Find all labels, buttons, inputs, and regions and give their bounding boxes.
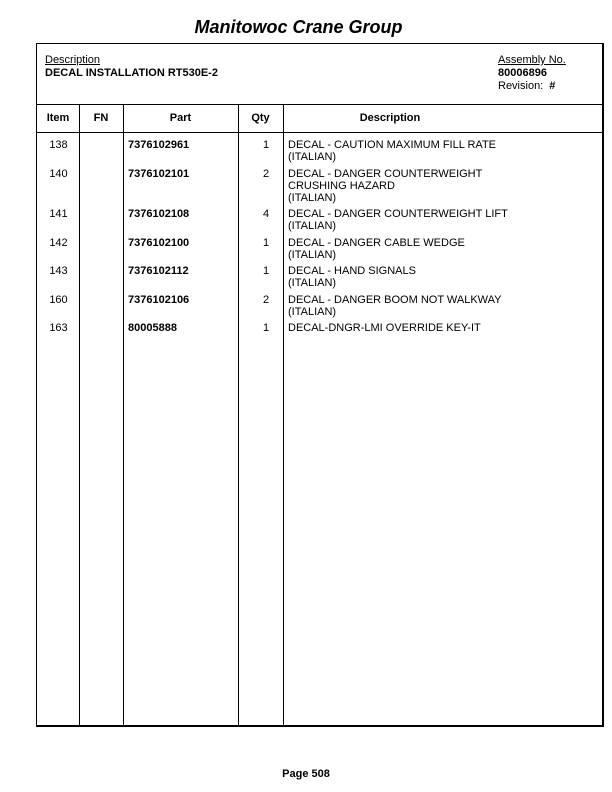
description bbox=[288, 168, 482, 204]
item-number: 141 bbox=[49, 208, 68, 220]
item-number: 142 bbox=[49, 236, 68, 249]
item-number: 160 bbox=[49, 293, 68, 306]
part-number: 7376102100 bbox=[128, 236, 190, 249]
description-line: DECAL - DANGER BOOM NOT WALKWAY bbox=[288, 293, 502, 306]
description-line: DECAL - HAND SIGNALS bbox=[288, 265, 416, 277]
part-number: 7376102101 bbox=[128, 167, 190, 180]
quantity: 2 bbox=[262, 293, 270, 306]
part-number: 7376102112 bbox=[128, 265, 189, 277]
description-line: (ITALIAN) bbox=[288, 305, 337, 318]
table-row bbox=[37, 168, 602, 209]
revision-value: # bbox=[549, 80, 556, 92]
table-row bbox=[37, 237, 602, 266]
part-number: 7376102961 bbox=[128, 139, 190, 151]
quantity: 1 bbox=[262, 322, 270, 334]
revision-row bbox=[498, 80, 566, 93]
part-number: 7376102108 bbox=[128, 208, 190, 220]
column-header-description: Description bbox=[359, 112, 421, 124]
description bbox=[288, 208, 508, 232]
description-line: (ITALIAN) bbox=[288, 191, 337, 204]
description-line: (ITALIAN) bbox=[288, 151, 337, 163]
item-number: 143 bbox=[49, 265, 68, 277]
description-line: (ITALIAN) bbox=[288, 220, 337, 232]
assembly-number: 80006896 bbox=[498, 67, 547, 79]
description bbox=[288, 294, 502, 318]
description-line: (ITALIAN) bbox=[288, 248, 337, 261]
quantity: 1 bbox=[262, 236, 270, 249]
description-block bbox=[45, 54, 218, 80]
description-line: DECAL - DANGER COUNTERWEIGHT LIFT bbox=[288, 208, 508, 220]
quantity: 2 bbox=[262, 167, 270, 180]
description-line: DECAL-DNGR-LMI OVERRIDE KEY-IT bbox=[288, 322, 481, 334]
assembly-label: Assembly No. bbox=[498, 54, 566, 66]
description-label: Description bbox=[45, 54, 101, 66]
assembly-block bbox=[498, 54, 566, 93]
parts-list-frame bbox=[36, 43, 604, 727]
table-row bbox=[37, 208, 602, 237]
description bbox=[288, 237, 465, 261]
column-header-fn: FN bbox=[93, 112, 109, 124]
assembly-header bbox=[37, 44, 602, 105]
page-number: Page 508 bbox=[282, 768, 330, 780]
quantity: 1 bbox=[262, 265, 270, 277]
column-header-part: Part bbox=[169, 112, 192, 124]
table-row bbox=[37, 139, 602, 168]
table-header bbox=[37, 104, 602, 133]
description-value: DECAL INSTALLATION RT530E-2 bbox=[45, 67, 218, 79]
item-number: 138 bbox=[49, 139, 68, 151]
description bbox=[288, 322, 481, 334]
part-number: 80005888 bbox=[128, 322, 177, 334]
description-line: (ITALIAN) bbox=[288, 277, 337, 289]
description-line: CRUSHING HAZARD bbox=[288, 179, 395, 192]
description bbox=[288, 265, 416, 289]
page-title: Manitowoc Crane Group bbox=[194, 17, 403, 37]
description-line: DECAL - DANGER COUNTERWEIGHT bbox=[288, 167, 483, 180]
table-row bbox=[37, 294, 602, 323]
description bbox=[288, 139, 496, 163]
description-line: DECAL - CAUTION MAXIMUM FILL RATE bbox=[288, 139, 497, 151]
part-number: 7376102106 bbox=[128, 293, 190, 306]
description-line: DECAL - DANGER CABLE WEDGE bbox=[288, 236, 465, 249]
item-number: 140 bbox=[49, 167, 68, 180]
column-header-qty: Qty bbox=[251, 112, 270, 124]
table-row bbox=[37, 322, 602, 351]
revision-label: Revision: bbox=[498, 80, 544, 92]
quantity: 1 bbox=[262, 139, 270, 151]
column-header-item: Item bbox=[46, 112, 70, 124]
table-row bbox=[37, 265, 602, 294]
item-number: 163 bbox=[49, 322, 68, 334]
quantity: 4 bbox=[262, 208, 270, 220]
